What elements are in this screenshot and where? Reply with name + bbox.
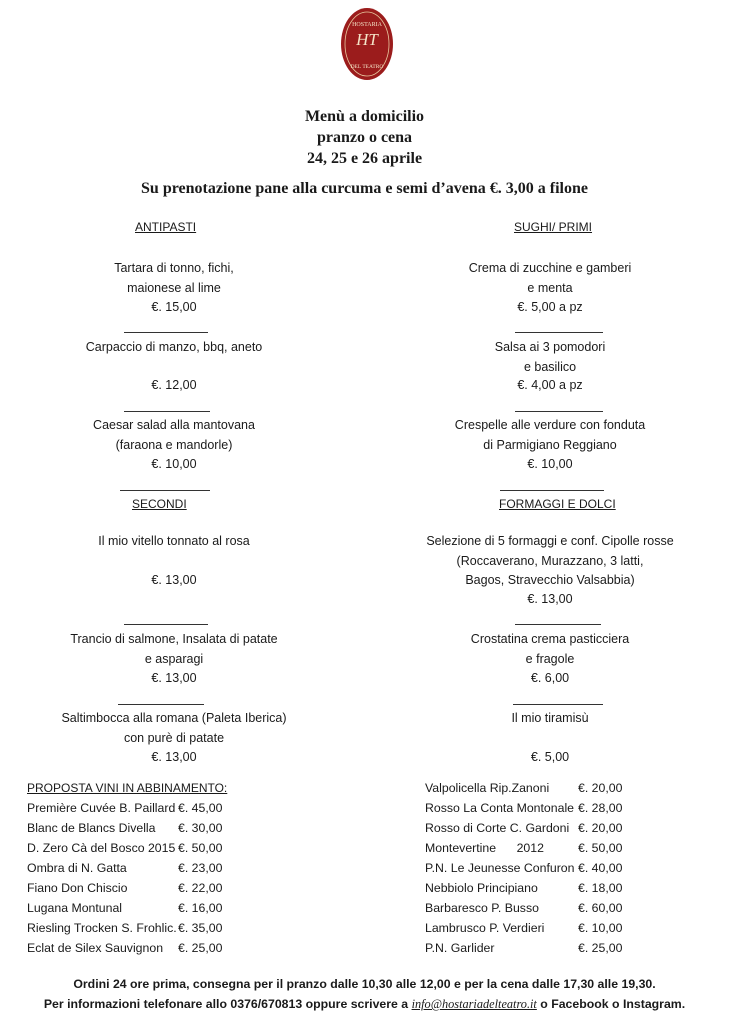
antipasto-price-1: €. 15,00 bbox=[151, 300, 197, 314]
separator bbox=[515, 411, 603, 412]
footer-contacts-prefix: Per informazioni telefonare allo 0376/670813 oppure scrivere a bbox=[43, 997, 409, 1011]
primo-price-1: €. 5,00 a pz bbox=[517, 300, 583, 314]
section-antipasti: ANTIPASTI bbox=[135, 220, 197, 234]
wine-name: P.N. Garlider bbox=[425, 941, 495, 955]
wine-name: P.N. Le Jeunesse Confuron bbox=[425, 861, 575, 875]
wine-prices-left bbox=[178, 798, 222, 958]
wine-name: Fiano Don Chiscio bbox=[27, 881, 128, 895]
dolce-item-1: Selezione di 5 formaggi e conf. Cipolle rosse (Roccaverano, Murazzano, 3 latti, Bagos, Stravecchio Valsabbia) bbox=[426, 534, 674, 588]
primo-item-2: Salsa ai 3 pomodori e basilico bbox=[494, 340, 606, 374]
antipasto-price-2: €. 12,00 bbox=[151, 378, 197, 392]
svg-text:HT: HT bbox=[356, 30, 378, 49]
separator bbox=[124, 332, 208, 333]
antipasto-price-3: €. 10,00 bbox=[151, 457, 197, 471]
wine-price: €. 16,00 bbox=[178, 901, 223, 915]
primo-price-3: €. 10,00 bbox=[527, 457, 573, 471]
wine-name: Nebbiolo Principiano bbox=[425, 881, 538, 895]
dolce-item-2: Crostatina crema pasticciera e fragole bbox=[470, 632, 630, 666]
wine-name: Rosso La Conta Montonale bbox=[425, 801, 575, 815]
wine-price: €. 35,00 bbox=[178, 921, 223, 935]
footer-contacts bbox=[0, 997, 729, 1012]
separator bbox=[515, 624, 601, 625]
dolce-price-3: €. 5,00 bbox=[530, 750, 570, 764]
wine-price: €. 50,00 bbox=[178, 841, 223, 855]
wine-name: Montevertine 2012 bbox=[425, 841, 544, 855]
wine-price: €. 20,00 bbox=[578, 821, 623, 835]
wine-price: €. 50,00 bbox=[578, 841, 623, 855]
wine-price: €. 20,00 bbox=[578, 781, 623, 795]
secondo-item-3: Saltimbocca alla romana (Paleta Iberica) con purè di patate bbox=[61, 711, 287, 745]
wine-name: Lugana Montunal bbox=[27, 901, 123, 915]
email-link[interactable]: info@hostariadelteatro.it bbox=[411, 997, 537, 1011]
secondo-price-3: €. 13,00 bbox=[151, 750, 197, 764]
wine-price: €. 10,00 bbox=[578, 921, 623, 935]
wine-name: Valpolicella Rip.Zanoni bbox=[425, 781, 550, 795]
secondo-item-2: Trancio di salmone, Insalata di patate e asparagi bbox=[70, 632, 278, 666]
dolce-price-1: €. 13,00 bbox=[527, 592, 573, 606]
section-dolci: FORMAGGI E DOLCI bbox=[499, 497, 616, 511]
footer-contacts-suffix: o Facebook o Instagram. bbox=[540, 997, 686, 1011]
wine-price: €. 22,00 bbox=[178, 881, 223, 895]
menu-subtitle: pranzo o cena bbox=[316, 129, 413, 146]
wine-prices-right bbox=[578, 778, 622, 958]
wine-name: Barbaresco P. Busso bbox=[425, 901, 539, 915]
footer-orders: Ordini 24 ore prima, consegna per il pranzo dalle 10,30 alle 12,00 e per la cena dalle 17,30 alle 19,30. bbox=[73, 977, 656, 991]
wine-name: D. Zero Cà del Bosco 2015 bbox=[27, 841, 176, 855]
dolce-price-2: €. 6,00 bbox=[530, 671, 570, 685]
wine-price: €. 45,00 bbox=[178, 801, 223, 815]
separator bbox=[515, 332, 603, 333]
section-primi: SUGHI/ PRIMI bbox=[514, 220, 593, 234]
secondo-price-2: €. 13,00 bbox=[151, 671, 197, 685]
wine-price: €. 60,00 bbox=[578, 901, 623, 915]
secondo-item-1: Il mio vitello tonnato al rosa bbox=[98, 534, 250, 548]
primo-item-3: Crespelle alle verdure con fonduta di Parmigiano Reggiano bbox=[454, 418, 646, 452]
wine-price: €. 25,00 bbox=[578, 941, 623, 955]
section-secondi: SECONDI bbox=[132, 497, 187, 511]
separator bbox=[500, 490, 604, 491]
separator bbox=[120, 490, 210, 491]
wine-price: €. 30,00 bbox=[178, 821, 223, 835]
wine-name: Ombra di N. Gatta bbox=[27, 861, 127, 875]
wine-price: €. 28,00 bbox=[578, 801, 623, 815]
wine-price: €. 40,00 bbox=[578, 861, 623, 875]
separator bbox=[513, 704, 603, 705]
antipasto-item-3: Caesar salad alla mantovana (faraona e mandorle) bbox=[93, 418, 255, 452]
hostaria-logo bbox=[339, 6, 395, 82]
separator bbox=[124, 411, 210, 412]
separator bbox=[118, 704, 204, 705]
menu-title: Menù a domicilio bbox=[304, 108, 425, 125]
wine-price: €. 18,00 bbox=[578, 881, 623, 895]
antipasto-item-1: Tartara di tonno, fichi, maionese al lime bbox=[114, 261, 234, 295]
menu-dates: 24, 25 e 26 aprile bbox=[306, 150, 423, 167]
wines-title: PROPOSTA VINI IN ABBINAMENTO: bbox=[27, 781, 228, 795]
wine-name: Eclat de Silex Sauvignon bbox=[27, 941, 164, 955]
wine-name: Première Cuvée B. Paillard bbox=[27, 801, 176, 815]
wine-name: Rosso di Corte C. Gardoni bbox=[425, 821, 570, 835]
wine-list-left bbox=[27, 798, 177, 958]
svg-text:DEL TEATRO: DEL TEATRO bbox=[350, 64, 384, 70]
wine-price: €. 25,00 bbox=[178, 941, 223, 955]
svg-text:HOSTARIA: HOSTARIA bbox=[352, 22, 382, 28]
bread-promo: Su prenotazione pane alla curcuma e semi d’avena €. 3,00 a filone bbox=[141, 180, 588, 197]
dolce-item-3: Il mio tiramisù bbox=[511, 711, 589, 725]
wine-name: Lambrusco P. Verdieri bbox=[425, 921, 545, 935]
antipasto-item-2: Carpaccio di manzo, bbq, aneto bbox=[85, 340, 263, 354]
wine-name: Riesling Trocken S. Frohlic. bbox=[27, 921, 177, 935]
wine-price: €. 23,00 bbox=[178, 861, 223, 875]
wine-list-right bbox=[425, 778, 574, 958]
wine-name: Blanc de Blancs Divella bbox=[27, 821, 156, 835]
secondo-price-1: €. 13,00 bbox=[151, 573, 197, 587]
primo-item-1: Crema di zucchine e gamberi e menta bbox=[468, 261, 632, 295]
separator bbox=[124, 624, 208, 625]
primo-price-2: €. 4,00 a pz bbox=[517, 378, 583, 392]
